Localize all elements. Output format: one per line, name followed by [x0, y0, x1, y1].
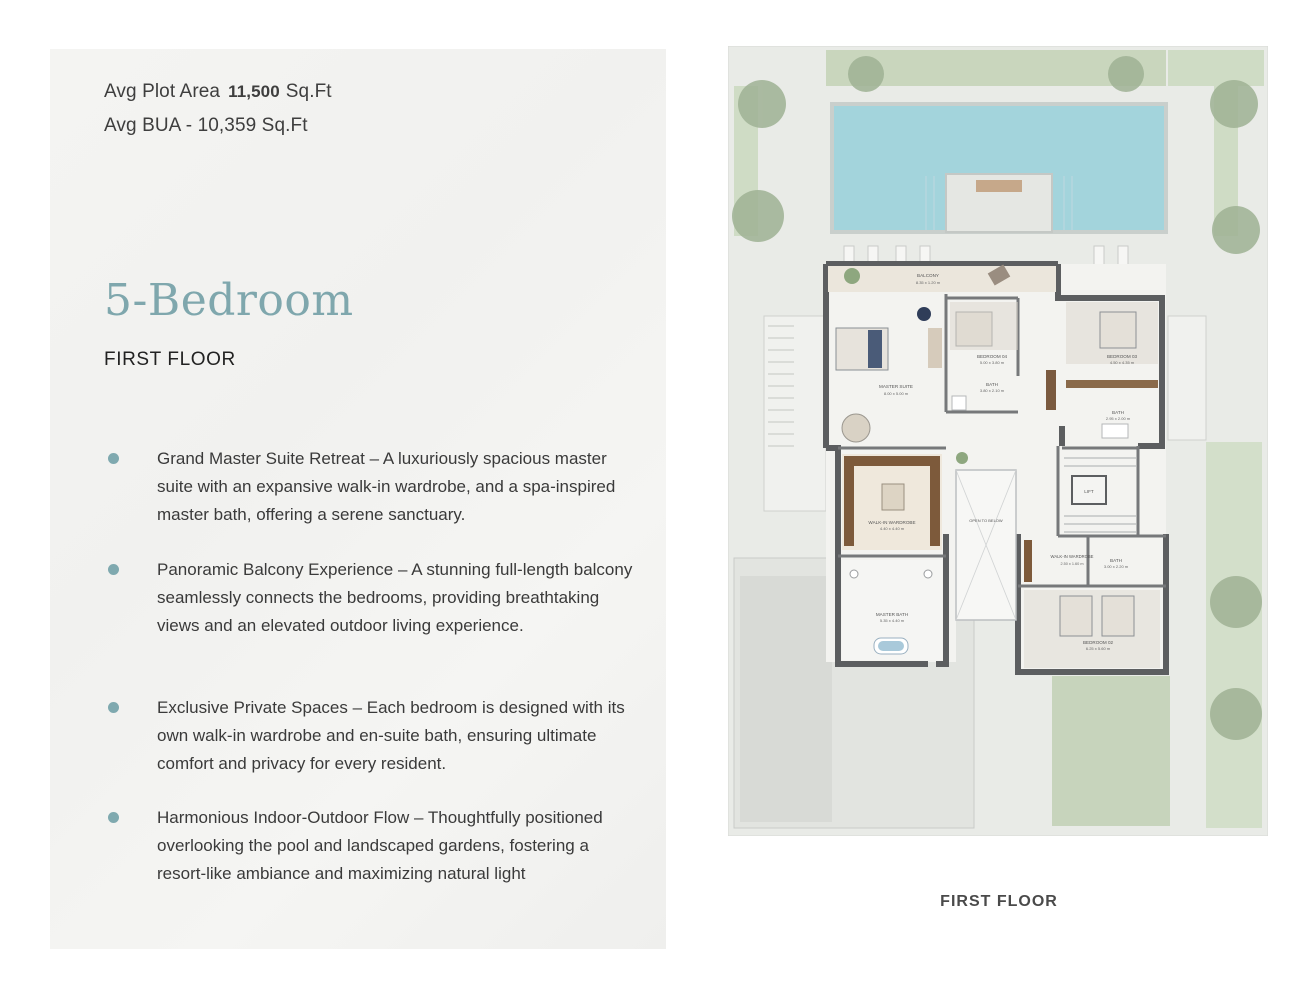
armchair	[917, 307, 931, 321]
bullet-dot-icon	[108, 564, 119, 575]
side-terrace-right	[1168, 316, 1206, 440]
room-label-open-to-below: OPEN TO BELOW	[969, 518, 1003, 523]
room-label-bedroom-02: BEDROOM 02	[1082, 640, 1114, 645]
bedroom-02-bed-1	[1060, 596, 1092, 636]
toilet-icon	[850, 570, 858, 578]
bua-line: Avg BUA - 10,359 Sq.Ft	[104, 115, 308, 136]
master-bath-tub-water	[878, 641, 904, 651]
corridor-plant	[956, 452, 968, 464]
info-panel	[50, 49, 666, 949]
floor-subtitle: FIRST FLOOR	[104, 349, 236, 370]
bedroom-04-wall-panel	[950, 302, 1018, 350]
room-dims-bath-02: 3.00 x 2.20 m	[1103, 564, 1129, 569]
room-dims-walkin-02: 2.50 x 1.60 m	[1060, 562, 1084, 566]
garden-strip-top-right	[1168, 50, 1264, 86]
round-lounge	[842, 414, 870, 442]
bath-03-tub	[1102, 424, 1128, 438]
feature-text: Grand Master Suite Retreat – A luxuriously spacious master suite with an expansive walk-in wardrobe, and a spa-inspired master bath, offering a serene sanctuary.	[157, 449, 616, 524]
room-dims-bedroom-02: 6.25 x 5.60 m	[1085, 646, 1111, 651]
feature-text: Exclusive Private Spaces – Each bedroom is designed with its own walk-in wardrobe and en-suite bath, ensuring ultimate comfort and privacy for every resident.	[157, 698, 625, 773]
garden-strip-right-low	[1206, 442, 1262, 828]
room-dims-master-bath: 5.35 x 4.40 m	[879, 618, 905, 623]
plot-area-value: 11,500	[228, 82, 280, 101]
bullet-dot-icon	[108, 812, 119, 823]
plot-area-label: Avg Plot Area	[104, 81, 221, 102]
bullet-dot-icon	[108, 453, 119, 464]
room-label-walkin-master: WALK-IN WARDROBE	[868, 520, 916, 525]
room-dims-bath-03: 2.95 x 2.00 m	[1105, 416, 1131, 421]
master-bed-throw	[868, 330, 882, 368]
room-label-bedroom-04: BEDROOM 04	[976, 354, 1008, 359]
bedroom-03-bed	[1100, 312, 1136, 348]
page-title: 5-Bedroom	[104, 275, 354, 326]
room-dims-walkin-master: 4.40 x 4.40 m	[879, 526, 905, 531]
feature-text: Harmonious Indoor-Outdoor Flow – Thoughtfully positioned overlooking the pool and landscaped gardens, fostering a resort-like ambiance and maximizing natural light	[157, 808, 603, 883]
room-dims-master-suite: 8.00 x 5.00 m	[883, 391, 909, 396]
floor-plan-caption: FIRST FLOOR	[940, 893, 1058, 910]
bath-04-tub	[952, 396, 966, 410]
room-label-bedroom-03: BEDROOM 03	[1106, 354, 1138, 359]
room-dims-bedroom-03: 4.50 x 4.35 m	[1109, 360, 1135, 365]
room-dims-balcony: 8.35 x 1.20 m	[915, 280, 941, 285]
room-label-bath-03: BATH	[1112, 410, 1124, 415]
plot-area-line	[104, 81, 332, 103]
room-label-bath-02: BATH	[1110, 558, 1122, 563]
room-dims-bedroom-04: 5.00 x 3.80 m	[979, 360, 1005, 365]
bullet-dot-icon	[108, 702, 119, 713]
walkin-island	[882, 484, 904, 510]
plant-icon	[844, 268, 860, 284]
wardrobe-03	[1066, 380, 1158, 388]
bedroom-02-bed-2	[1102, 596, 1134, 636]
room-label-master-suite: MASTER SUITE	[879, 384, 913, 389]
balcony	[828, 266, 1056, 292]
lower-left-pad	[740, 576, 832, 822]
room-label-bath-04: BATH	[986, 382, 998, 387]
room-label-walkin-02: WALK-IN WARDROBE	[1050, 554, 1094, 559]
room-label-lift: LIFT	[1084, 489, 1094, 494]
feature-text: Panoramic Balcony Experience – A stunning full-length balcony seamlessly connects the bedrooms, providing breathtaking views and an elevated outdoor living experience.	[157, 560, 633, 635]
floor-plan	[728, 46, 1268, 836]
room-label-balcony: BALCONY	[917, 273, 939, 278]
room-label-master-bath: MASTER BATH	[875, 612, 909, 617]
lower-garden	[1052, 676, 1170, 826]
plot-area-unit: Sq.Ft	[285, 81, 332, 102]
walkin-02-cabinets	[1024, 540, 1032, 582]
corridor-console	[1046, 370, 1056, 410]
toilet-icon	[924, 570, 932, 578]
side-terrace-left	[764, 316, 826, 511]
master-sofa	[928, 328, 942, 368]
room-dims-bath-04: 3.80 x 2.10 m	[979, 388, 1005, 393]
pool-daybed	[976, 180, 1022, 192]
